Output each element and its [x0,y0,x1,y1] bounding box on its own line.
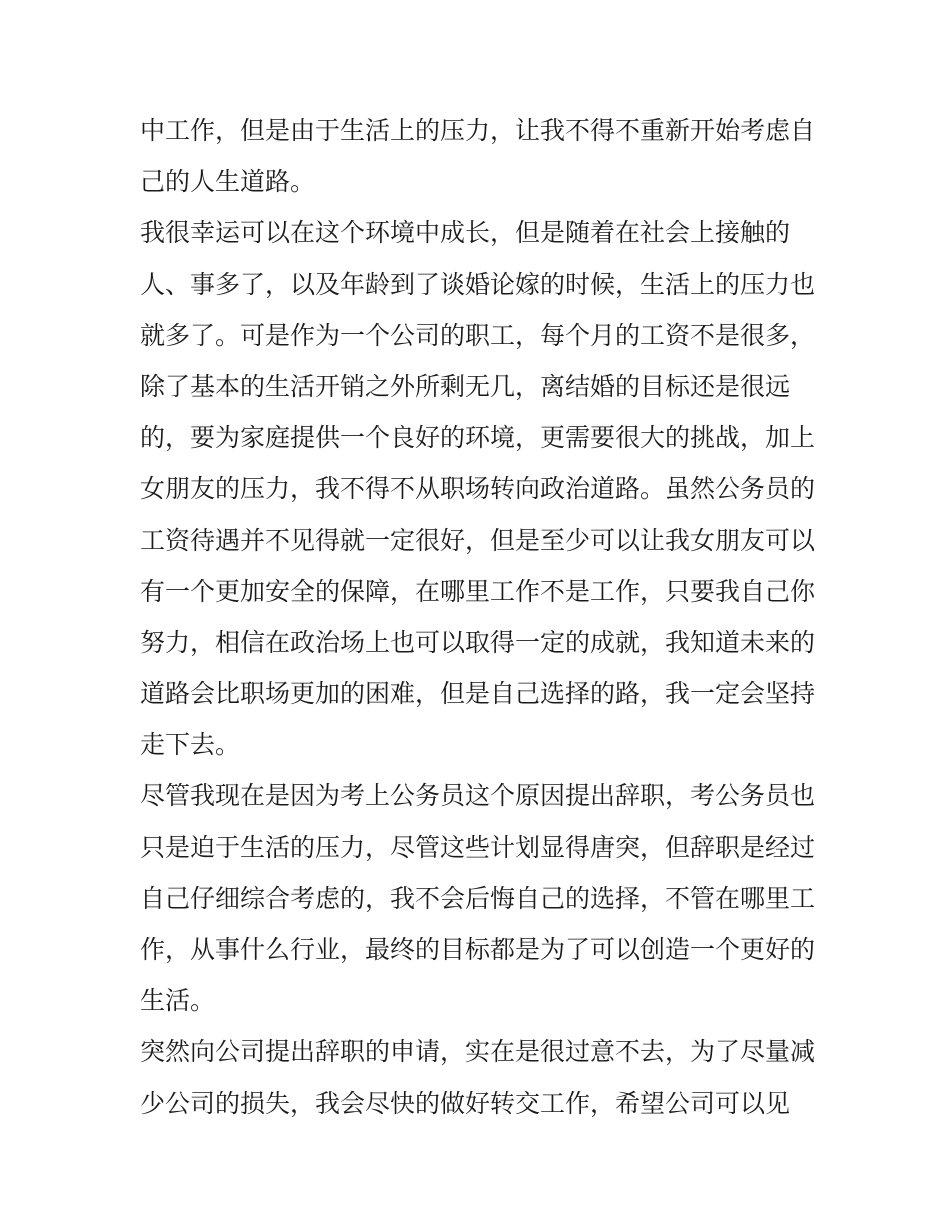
text-line: 我很幸运可以在这个环境中成长，但是随着在社会上接触的 [140,218,791,248]
text-line: 人、事多了，以及年龄到了谈婚论嫁的时候，生活上的压力也 [140,269,816,299]
text-line: 就多了。可是作为一个公司的职工，每个月的工资不是很多， [140,320,816,350]
text-line: 突然向公司提出辞职的申请，实在是很过意不去，为了尽量减 [140,1037,816,1067]
body-text [140,105,830,1129]
text-line: 少公司的损失，我会尽快的做好转交工作，希望公司可以见 [140,1088,791,1118]
text-line: 走下去。 [140,730,241,760]
text-line: 只是迫于生活的压力，尽管这些计划显得唐突，但辞职是经过 [140,832,816,862]
text-line: 己的人生道路。 [140,167,316,197]
text-line: 工资待遇并不见得就一定很好，但是至少可以让我女朋友可以 [140,525,816,555]
text-line: 尽管我现在是因为考上公务员这个原因提出辞职，考公务员也 [140,781,816,811]
text-line: 道路会比职场更加的困难，但是自己选择的路，我一定会坚持 [140,679,816,709]
text-line: 女朋友的压力，我不得不从职场转向政治道路。虽然公务员的 [140,474,816,504]
text-line: 的，要为家庭提供一个良好的环境，更需要很大的挑战，加上 [140,423,816,453]
text-line: 努力，相信在政治场上也可以取得一定的成就，我知道未来的 [140,627,816,657]
text-line: 生活。 [140,986,216,1016]
text-line: 除了基本的生活开销之外所剩无几，离结婚的目标还是很远 [140,371,791,401]
text-line: 作，从事什么行业，最终的目标都是为了可以创造一个更好的 [140,935,816,964]
text-line: 中工作，但是由于生活上的压力，让我不得不重新开始考虑自 [140,116,816,145]
text-line: 有一个更加安全的保障，在哪里工作不是工作，只要我自己你 [140,576,816,606]
text-line: 自己仔细综合考虑的，我不会后悔自己的选择，不管在哪里工 [140,883,816,913]
